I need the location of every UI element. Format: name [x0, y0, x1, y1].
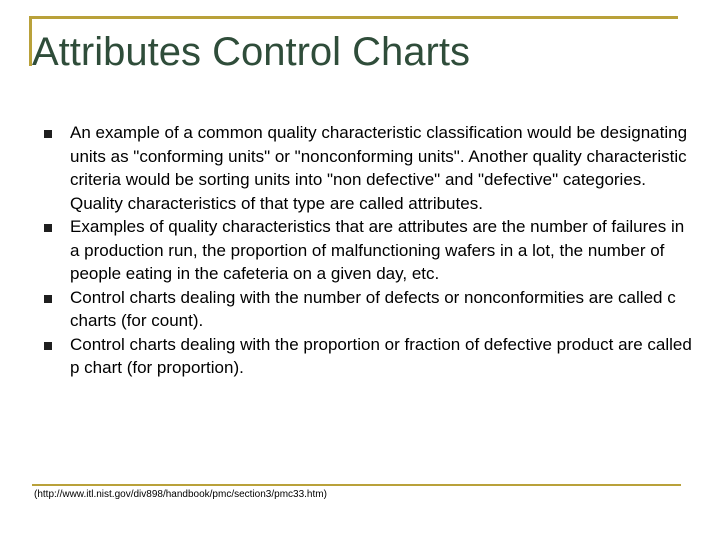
bullet-text: Examples of quality characteristics that are attributes are the number of failures in a production run, the proportion of malfunctioning wafers in a lot, the number of people eating in the cafeteria on a given day, etc.	[70, 217, 685, 283]
title-rule-horizontal	[29, 16, 678, 19]
bullet-list	[44, 121, 694, 380]
bullet-text: Control charts dealing with the proportion or fraction of defective product are called p chart (for proportion).	[70, 334, 692, 377]
footer-rule	[32, 484, 681, 486]
bullet-item	[44, 333, 694, 380]
square-bullet-icon	[44, 130, 52, 138]
bullet-item	[44, 121, 694, 215]
bullet-item	[44, 215, 694, 286]
bullet-item	[44, 286, 694, 333]
source-citation: (http://www.itl.nist.gov/div898/handbook/pmc/section3/pmc33.htm)	[34, 489, 327, 500]
square-bullet-icon	[44, 342, 52, 350]
slide-title: Attributes Control Charts	[32, 30, 470, 74]
square-bullet-icon	[44, 224, 52, 232]
bullet-text: Control charts dealing with the number of defects or nonconformities are called c charts (for count).	[70, 287, 676, 330]
square-bullet-icon	[44, 295, 52, 303]
bullet-text: An example of a common quality characteristic classification would be designating units as "conforming units" or "nonconforming units". Another quality characteristic criteria would be sorting units into "non defective" and "defective" categories. Quality characteristics of that type are called attributes.	[70, 123, 688, 213]
